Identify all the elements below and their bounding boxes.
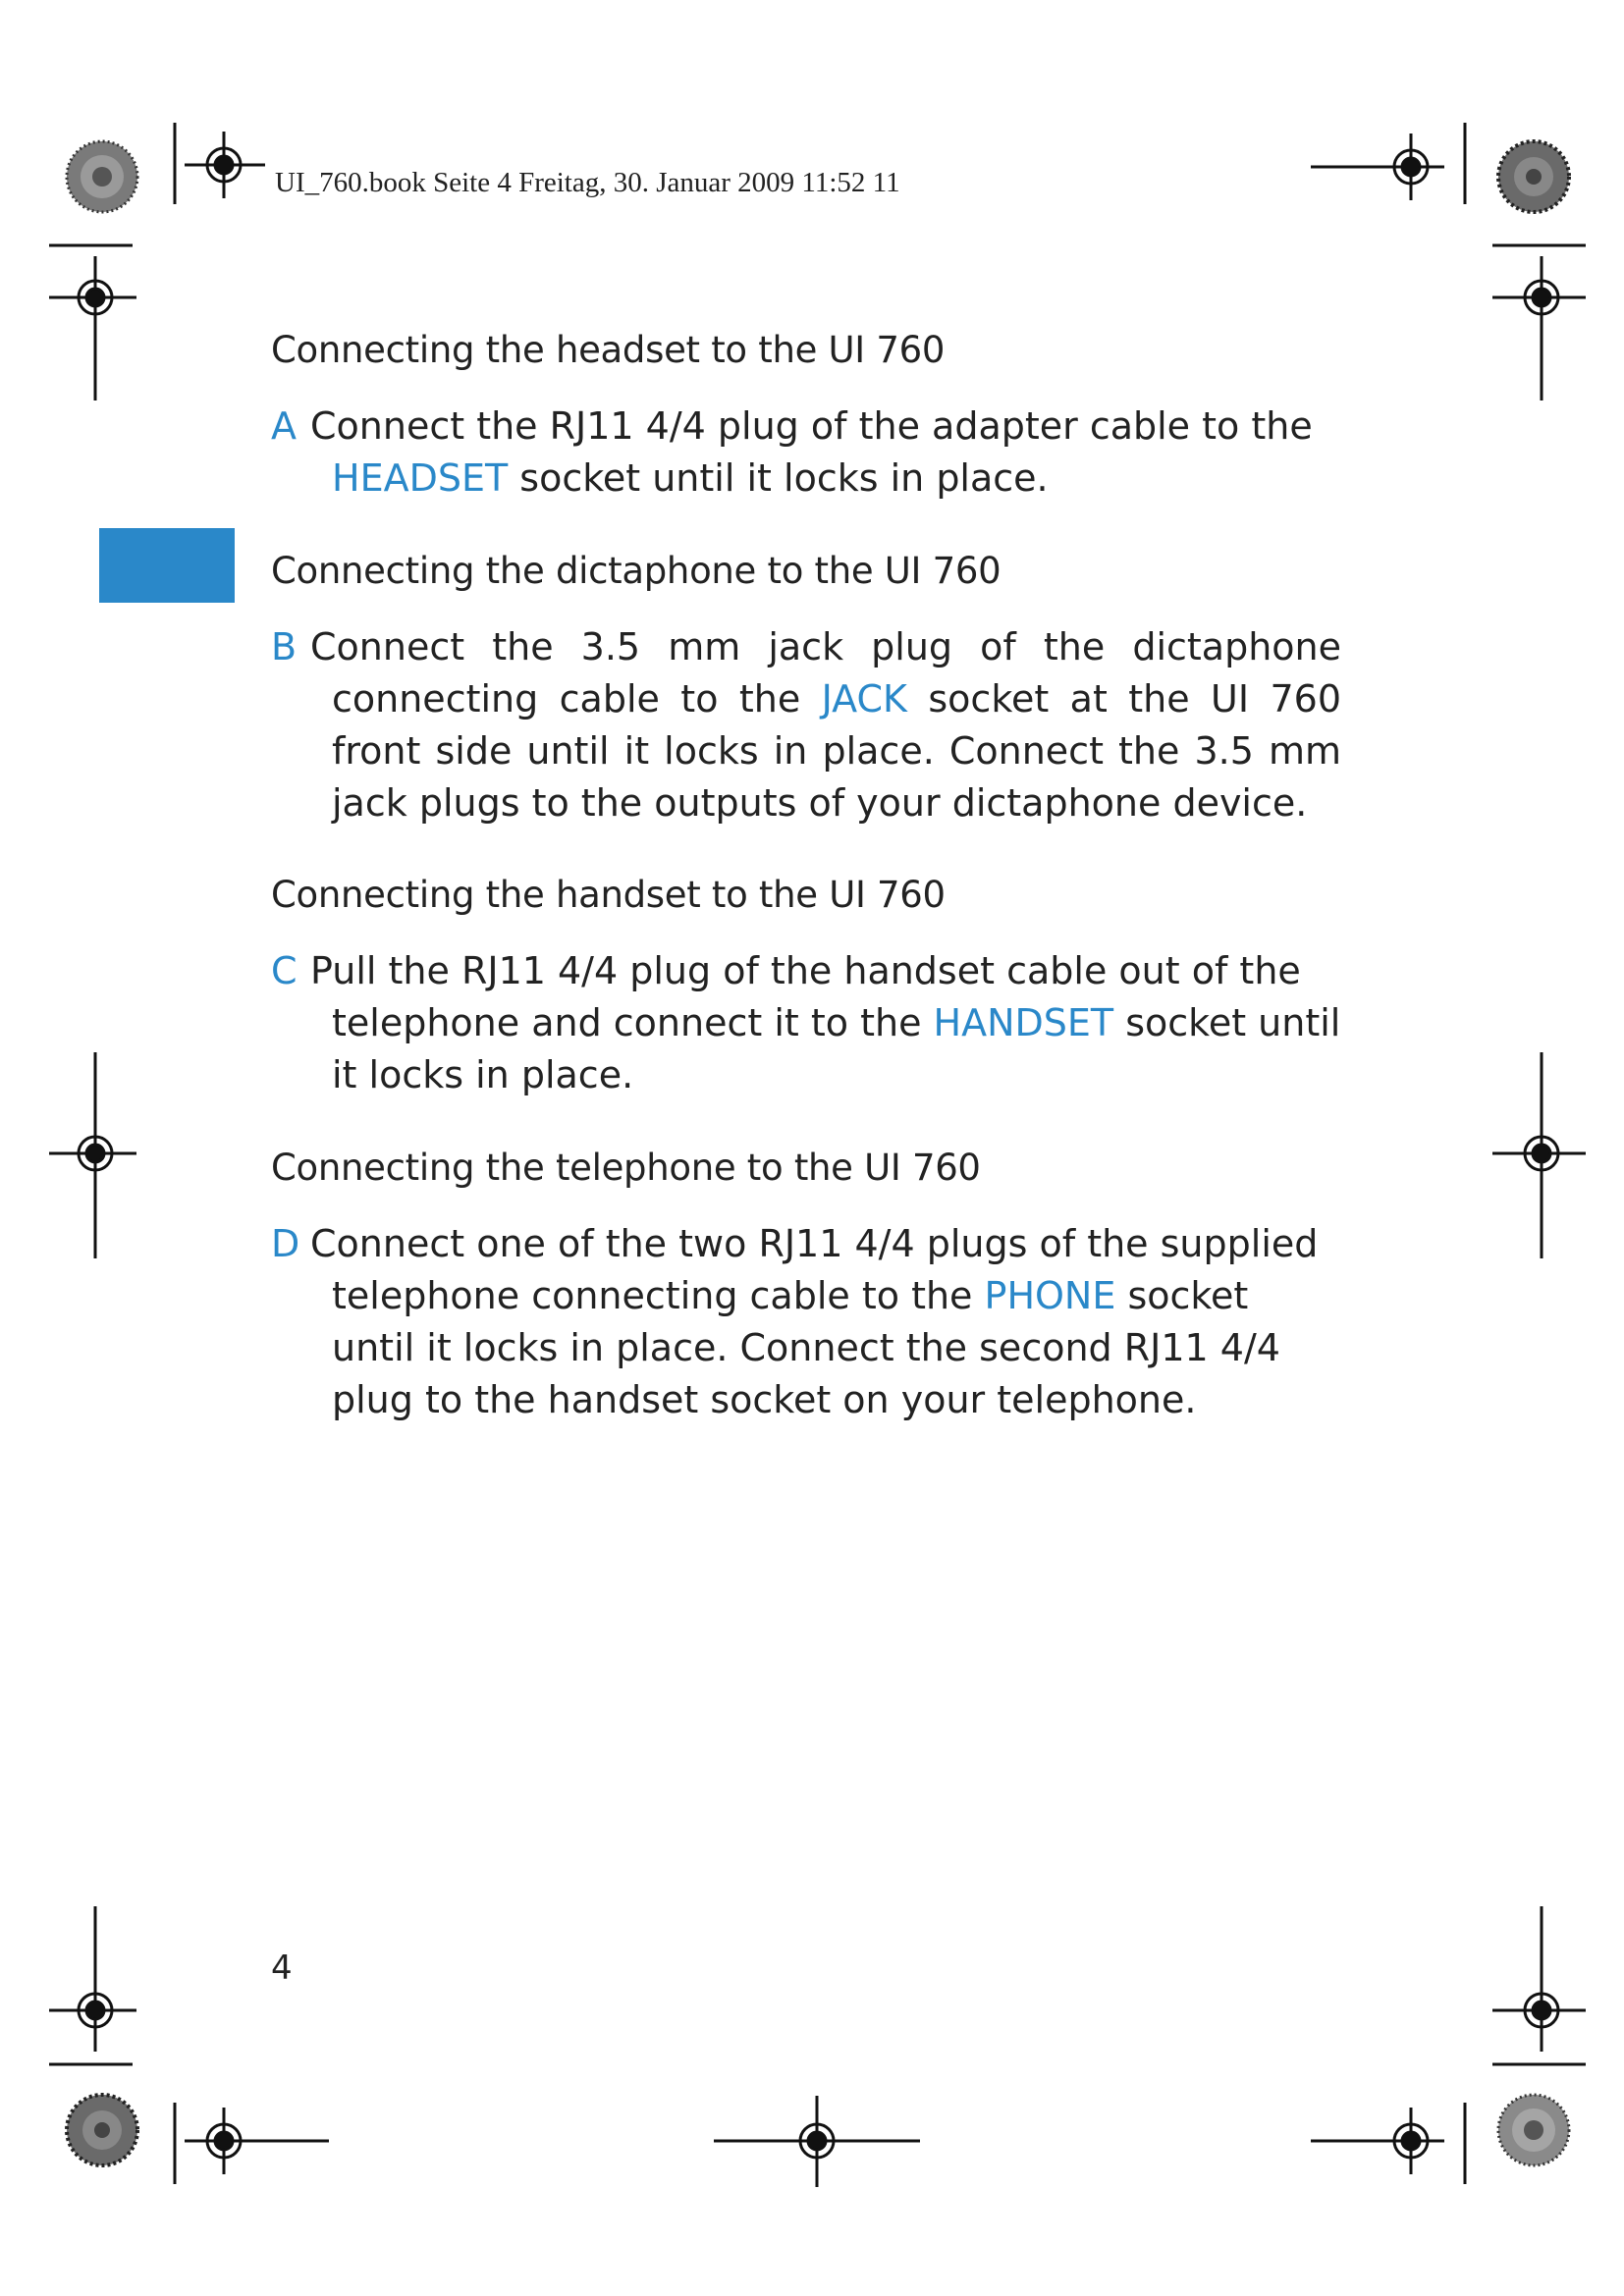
step-text-post: socket until it locks in place. — [508, 456, 1049, 500]
step-c — [271, 945, 1341, 1101]
page-number: 4 — [271, 1949, 293, 1988]
step-b — [271, 621, 1341, 829]
socket-keyword: HANDSET — [933, 1001, 1114, 1044]
chapter-tab-marker — [99, 528, 235, 603]
print-slug-line: UI_760.book Seite 4 Freitag, 30. Januar 2009 11:52 11 — [275, 167, 900, 198]
step-d — [271, 1218, 1341, 1426]
step-text-post: socket until it locks in place. Connect the second RJ11 4/4 plug to the handset socket on your telephone. — [332, 1274, 1280, 1421]
section-title-telephone: Connecting the telephone to the UI 760 — [271, 1147, 981, 1189]
socket-keyword: JACK — [821, 677, 907, 721]
step-text-pre: Pull the RJ11 4/4 plug of the handset cable out of the telephone and connect it to the — [310, 949, 1301, 1044]
step-letter: B — [271, 625, 298, 668]
step-letter: A — [271, 404, 297, 448]
section-title-headset: Connecting the headset to the UI 760 — [271, 329, 946, 371]
section-title-handset: Connecting the handset to the UI 760 — [271, 874, 946, 916]
step-a — [271, 400, 1341, 505]
step-text-post: socket until it locks in place. — [332, 1001, 1341, 1096]
section-title-dictaphone: Connecting the dictaphone to the UI 760 — [271, 550, 1001, 592]
step-text-pre: Connect the 3.5 mm jack plug of the dictaphone connecting cable to the — [310, 625, 1341, 721]
socket-keyword: HEADSET — [332, 456, 509, 500]
step-text-pre: Connect the RJ11 4/4 plug of the adapter cable to the — [310, 404, 1313, 448]
step-letter: D — [271, 1222, 300, 1265]
step-text-pre: Connect one of the two RJ11 4/4 plugs of the supplied telephone connecting cable to the — [310, 1222, 1319, 1317]
step-text-post: socket at the UI 760 front side until it locks in place. Connect the 3.5 mm jack plugs to the outputs of your dictaphone device. — [332, 677, 1341, 825]
socket-keyword: PHONE — [984, 1274, 1116, 1317]
step-letter: C — [271, 949, 298, 992]
